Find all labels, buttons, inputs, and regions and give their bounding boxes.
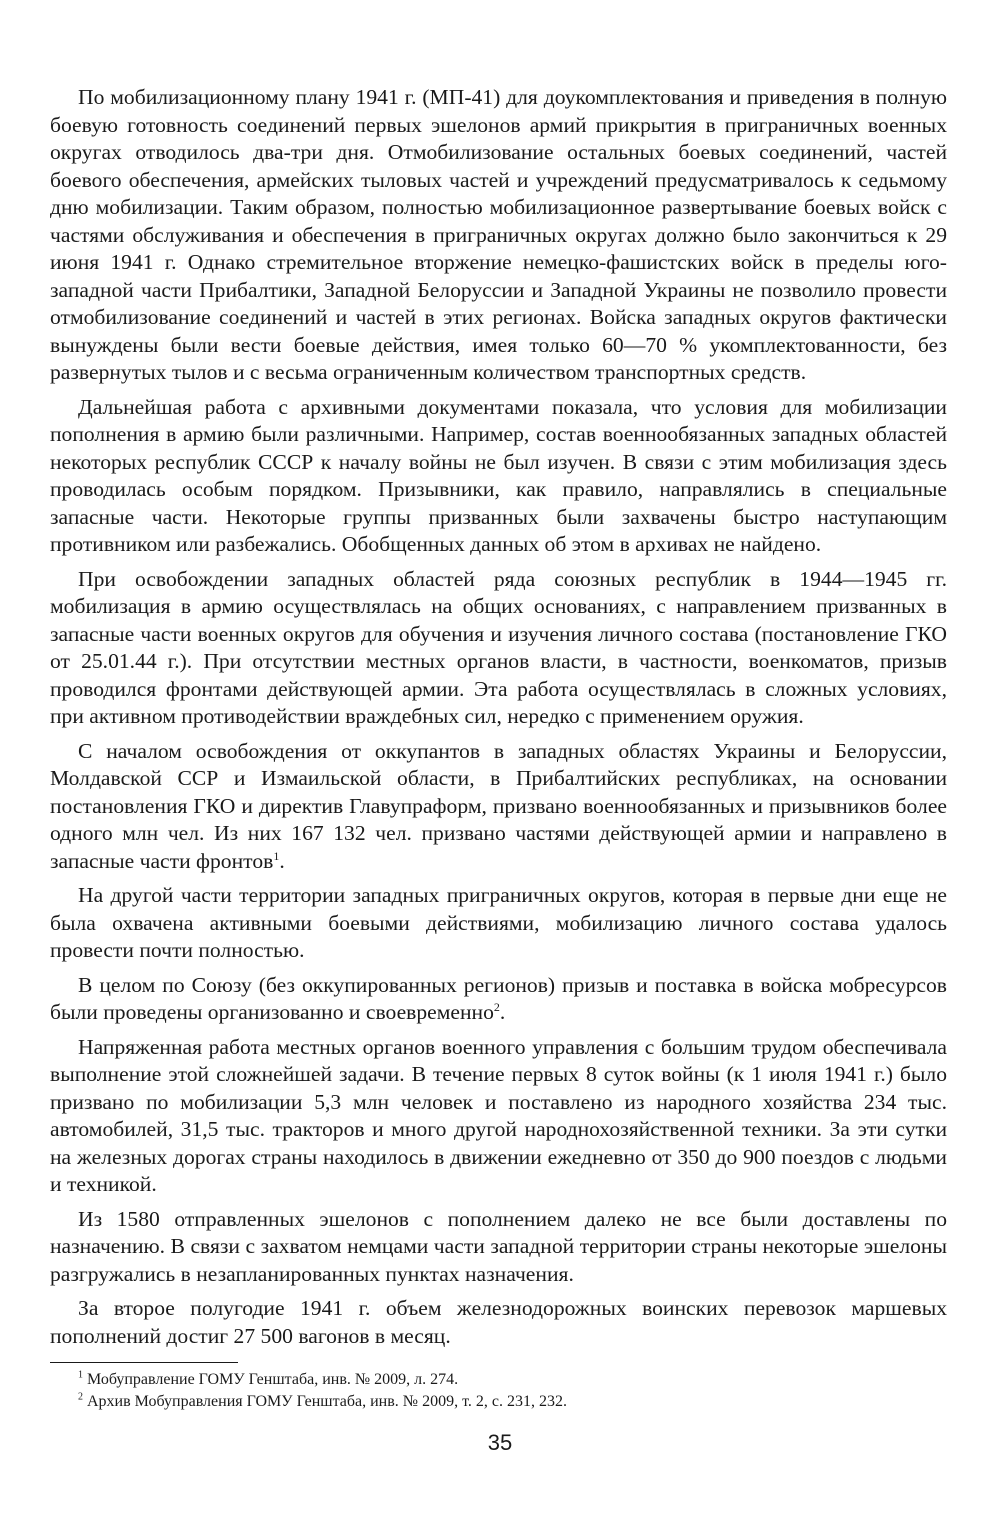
- paragraph-7: Напряженная работа местных органов военного управления с большим трудом обеспечивала выполнение этой сложнейшей задачи. В течение первых 8 суток войны (к 1 июля 1941 г.) было призвано по мобилизации 5,3 млн человек и поставлено из народного хозяйства 234 тыс. автомобилей, 31,5 тыс. тракторов и много другой народнохозяйственной техники. За эти сутки на железных дорогах страны находилось в движении ежедневно от 350 до 900 поездов с людьми и техникой.: [50, 1034, 947, 1196]
- paragraph-6: В целом по Союзу (без оккупированных регионов) призыв и поставка в войска мобресурсов были проведены организованно и своевременно$^2$.: [50, 972, 947, 1024]
- page-body: [50, 84, 947, 1413]
- footnote-mark-2: 2: [78, 1391, 83, 1403]
- footnote-ref-2[interactable]: 2: [493, 999, 500, 1014]
- footnote-divider: [50, 1362, 238, 1363]
- footnote-2: $^2$ Архив Мобуправления ГОМУ Генштаба, инв. № 2009, т. 2, с. 231, 232.: [78, 1391, 567, 1410]
- paragraph-8: Из 1580 отправленных эшелонов с пополнением далеко не все были доставлены по назначению. В связи с захватом немцами части западной территории страны некоторые эшелоны разгружались в незапланированных пунктах назначения.: [50, 1206, 947, 1286]
- footnote-mark-1: 1: [78, 1369, 83, 1381]
- page-number: 35: [487, 1430, 513, 1455]
- paragraph-9: За второе полугодие 1941 г. объем железнодорожных воинских перевозок маршевых пополнений достиг 27 500 вагонов в месяц.: [50, 1296, 947, 1348]
- paragraph-4: С началом освобождения от оккупантов в западных областях Украины и Белоруссии, Молдавской ССР и Измаильской области, в Прибалтийских республиках, на основании постановления ГКО и директив Главупраформ, призвано военнообязанных и призывников более одного млн чел. Из них 167 132 чел. призвано частями действующей армии и направлено в запасные части фронтов$^1$.: [50, 738, 947, 873]
- footnote-1: $^1$ Мобуправление ГОМУ Генштаба, инв. № 2009, л. 274.: [78, 1369, 459, 1388]
- paragraph-2: Дальнейшая работа с архивными документами показала, что условия для мобилизации пополнения в армию были различными. Например, состав военнообязанных западных областей некоторых республик СССР к началу войны не был изучен. В связи с этим мобилизация здесь проводилась особым порядком. Призывники, как правило, направлялись в специальные запасные части. Некоторые группы призванных были захвачены быстро наступающим противником или разбежались. Обобщенных данных об этом в архивах не найдено.: [50, 394, 947, 556]
- paragraph-1: По мобилизационному плану 1941 г. (МП-41) для доукомплектования и приведения в полную боевую готовность соединений первых эшелонов армий прикрытия в приграничных военных округах отводилось два-три дня. Отмобилизование остальных боевых соединений, частей боевого обеспечения, армейских тыловых частей и учреждений предусматривалось к седьмому дню мобилизации. Таким образом, полностью мобилизационное развертывание боевых войск с частями обслуживания и обеспечения в приграничных округах должно было закончиться к 29 июня 1941 г. Однако стремительное вторжение немецко-фашистских войск в пределы юго-западной части Прибалтики, Западной Белоруссии и Западной Украины не позволило провести отмобилизование соединений и частей в этих регионах. Войска западных округов фактически вынуждены были вести боевые действия, имея только 60—70 % укомплектованности, без развернутых тылов и с весьма ограниченным количеством транспортных средств.: [50, 85, 947, 384]
- footnote-ref-1[interactable]: 1: [273, 848, 280, 863]
- paragraph-5: На другой части территории западных приграничных округов, которая в первые дни еще не была охвачена активными боевыми действиями, мобилизацию личного состава удалось провести почти полностью.: [50, 883, 947, 962]
- paragraph-3: При освобождении западных областей ряда союзных республик в 1944—1945 гг. мобилизация в армию осуществлялась на общих основаниях, с направлением призванных в запасные части военных округов для обучения и изучения личного состава (постановление ГКО от 25.01.44 г.). При отсутствии местных органов власти, в частности, военкоматов, призыв проводился фронтами действующей армии. Эта работа осуществлялась в сложных условиях, при активном противодействии враждебных сил, нередко с применением оружия.: [50, 566, 947, 728]
